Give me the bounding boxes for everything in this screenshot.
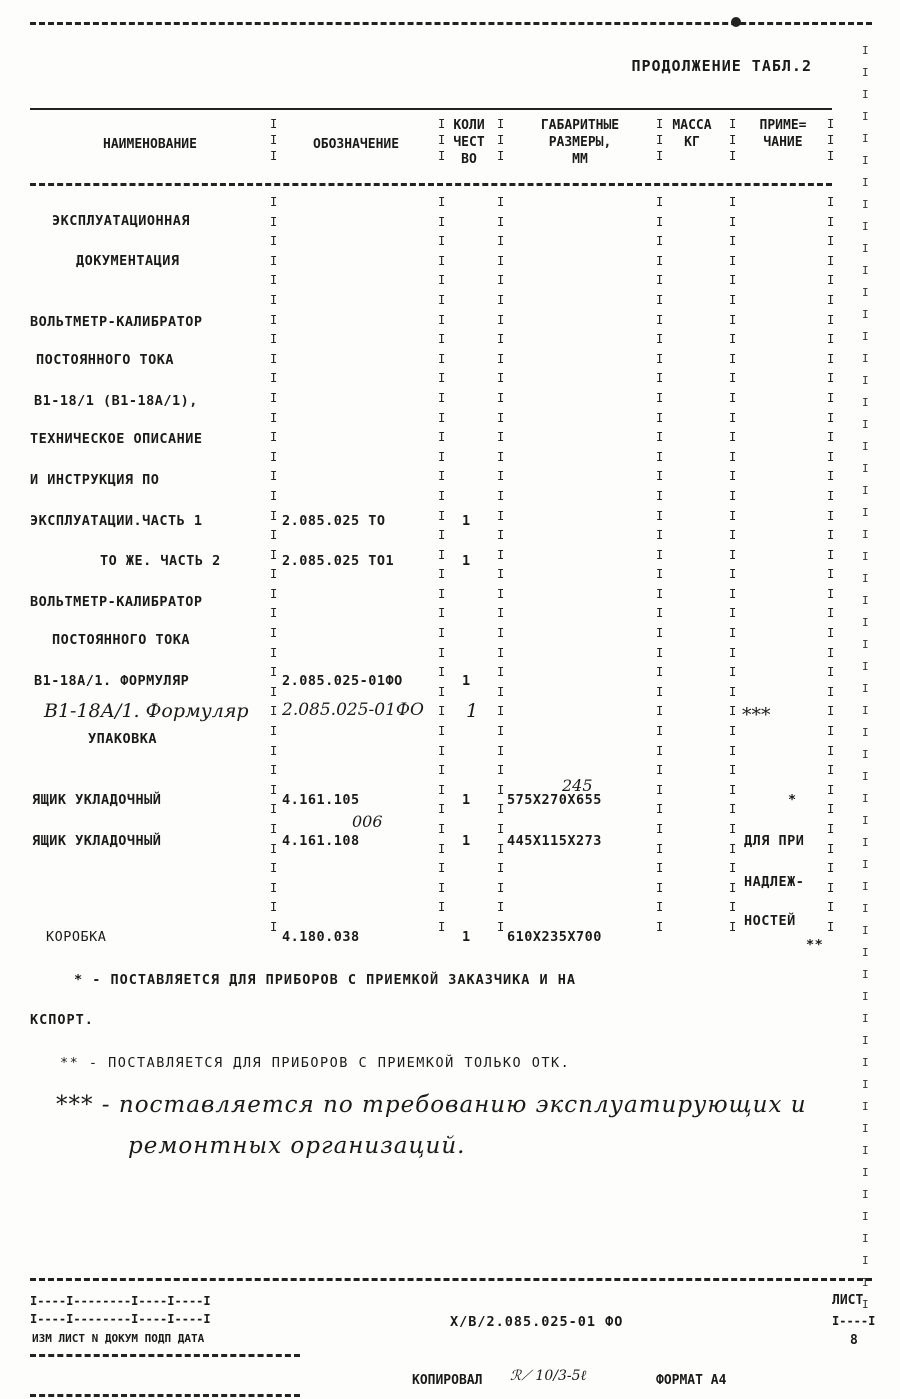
table-row	[30, 874, 840, 896]
sheet-label-rule: I----I	[832, 1314, 876, 1328]
correction-245: 245	[562, 776, 593, 795]
stamp-cols-label: ИЗМ ЛИСТ N ДОКУМ ПОДП ДАТА	[32, 1332, 205, 1345]
row-name: ЭКСПЛУАТАЦИОННАЯ	[52, 213, 191, 229]
row-designation: 4.180.038	[282, 929, 360, 945]
page-title: ПРОДОЛЖЕНИЕ ТАБЛ.2	[631, 57, 812, 75]
col-header-dims-l2: РАЗМЕРЫ,	[548, 135, 612, 150]
body-ruler-6: I I I I I I I I I I I I I I I I I I I I I I I I I I I I I I I I I I I I I I	[827, 195, 835, 934]
title-block-bottom-rule	[30, 1354, 300, 1357]
row-designation: 4.161.108	[282, 833, 360, 849]
row-note: *	[788, 792, 797, 808]
table-row	[30, 213, 840, 235]
hdr-sep-4: I I I	[656, 117, 664, 163]
body-ruler-3: I I I I I I I I I I I I I I I I I I I I I I I I I I I I I I I I I I I I I I	[497, 195, 505, 934]
hdr-sep-1: I I I	[270, 117, 278, 163]
table-row	[30, 673, 840, 695]
row-name: ПОСТОЯННОГО ТОКА	[52, 632, 191, 648]
row-designation: 2.085.025-01ФО	[282, 700, 424, 720]
col-header-mass-l1: МАССА	[672, 118, 712, 133]
table-row	[30, 632, 840, 654]
table-row	[30, 314, 840, 336]
row-dims: 610X235X700	[507, 929, 602, 945]
row-designation: 2.085.025-01ФО	[282, 673, 403, 689]
row-note: ***	[742, 704, 771, 726]
col-header-qty-l1: КОЛИ	[453, 118, 485, 133]
row-qty: 1	[462, 553, 471, 569]
body-ruler-4: I I I I I I I I I I I I I I I I I I I I I I I I I I I I I I I I I I I I I I	[656, 195, 664, 934]
body-ruler-2: I I I I I I I I I I I I I I I I I I I I I I I I I I I I I I I I I I I I I I	[438, 195, 446, 934]
row-name: И ИНСТРУКЦИЯ ПО	[30, 472, 160, 488]
copied-signature: ℛ⟋ 10/3-5ℓ	[510, 1368, 587, 1384]
format-label: ФОРМАТ А4	[656, 1373, 727, 1388]
document-code: Х/В/2.085.025-01 ФО	[450, 1314, 624, 1330]
row-designation: 4.161.105	[282, 792, 360, 808]
col-header-qty	[446, 117, 492, 168]
copied-label: КОПИРОВАЛ	[412, 1373, 483, 1388]
header-bottom-rule	[30, 183, 832, 186]
sheet-label: ЛИСТ	[832, 1293, 864, 1308]
row-name: ЭКСПЛУАТАЦИИ.ЧАСТЬ 1	[30, 513, 203, 529]
table-row	[30, 792, 840, 814]
row-name: ЯЩИК УКЛАДОЧНЫЙ	[32, 792, 162, 808]
col-header-dims-l3: ММ	[572, 152, 588, 167]
row-qty: 1	[462, 513, 471, 529]
row-name: УПАКОВКА	[88, 731, 158, 747]
hdr-sep-5: I I I	[729, 117, 737, 163]
correction-006: 006	[352, 812, 383, 831]
row-name: ТЕХНИЧЕСКОЕ ОПИСАНИЕ	[30, 431, 203, 447]
row-qty: 1	[462, 929, 471, 945]
hdr-sep-3: I I I	[497, 117, 505, 163]
hdr-sep-2: I I I	[438, 117, 446, 163]
row-note: НОСТЕЙ	[744, 913, 796, 929]
footnote-1-line-2: КСПОРТ.	[30, 1012, 94, 1028]
row-note: ДЛЯ ПРИ	[744, 833, 805, 849]
punch-dot	[731, 17, 741, 27]
row-dims: 445X115X273	[507, 833, 602, 849]
row-name: В1-18А/1. ФОРМУЛЯР	[34, 673, 190, 689]
footnote-2: ** - ПОСТАВЛЯЕТСЯ ДЛЯ ПРИБОРОВ С ПРИЕМКОЙ ТОЛЬКО ОТК.	[60, 1055, 571, 1071]
col-header-qty-l2: ЧЕСТ	[453, 135, 485, 150]
col-header-note-l2: ЧАНИЕ	[763, 135, 803, 150]
col-header-dims	[510, 117, 650, 168]
row-dims: 575X270X655	[507, 792, 602, 808]
footnote-3-line-2: ремонтных организаций.	[128, 1133, 466, 1159]
col-header-designation: ОБОЗНАЧЕНИЕ	[312, 137, 400, 152]
table-row	[30, 594, 840, 616]
row-qty: 1	[462, 833, 471, 849]
col-header-mass-l2: КГ	[684, 135, 700, 150]
row-qty: 1	[466, 700, 479, 722]
title-block-top-rule	[30, 1278, 872, 1281]
table-row	[30, 253, 840, 275]
body-ruler-5: I I I I I I I I I I I I I I I I I I I I I I I I I I I I I I I I I I I I I I	[729, 195, 737, 934]
body-ruler-1: I I I I I I I I I I I I I I I I I I I I I I I I I I I I I I I I I I I I I I	[270, 195, 278, 934]
stamp-grid: I----I--------I----I----I I----I--------I----I----I	[30, 1294, 211, 1326]
row-name: ВОЛЬТМЕТР-КАЛИБРАТОР	[30, 314, 203, 330]
row-name: ТО ЖЕ. ЧАСТЬ 2	[100, 553, 221, 569]
footnote-3-line-1: *** - поставляется по требованию эксплуатирующих и	[56, 1092, 807, 1118]
table-row	[30, 929, 840, 951]
row-designation: 2.085.025 ТО	[282, 513, 386, 529]
header-top-rule	[30, 108, 832, 110]
table-row	[30, 553, 840, 575]
right-margin-marks: I I I I I I I I I I I I I I I I I I I I I I I I I I I I I I I I I I I I I I I I I I I I I I I I I I I I I I I I I I	[862, 44, 869, 1311]
table-row	[30, 731, 840, 753]
table-row	[30, 431, 840, 453]
row-name: КОРОБКА	[46, 929, 107, 945]
row-name: В1-18/1 (В1-18А/1),	[34, 393, 198, 409]
row-name: ВОЛЬТМЕТР-КАЛИБРАТОР	[30, 594, 203, 610]
row-name: ПОСТОЯННОГО ТОКА	[36, 352, 175, 368]
row-note: **	[806, 937, 824, 953]
col-header-qty-l3: ВО	[461, 152, 477, 167]
col-header-name: НАИМЕНОВАНИЕ	[103, 137, 197, 152]
row-name: ЯЩИК УКЛАДОЧНЫЙ	[32, 833, 162, 849]
table-row-handwritten	[30, 700, 840, 728]
row-name: В1-18А/1. Формуляр	[44, 700, 249, 722]
bottom-border	[30, 1394, 300, 1397]
col-header-note-l1: ПРИМЕ=	[759, 118, 807, 133]
row-designation: 2.085.025 ТО1	[282, 553, 395, 569]
hdr-sep-6: I I I	[827, 117, 835, 163]
col-header-note	[740, 117, 826, 151]
table-row	[30, 472, 840, 494]
footnote-1-line-1: * - ПОСТАВЛЯЕТСЯ ДЛЯ ПРИБОРОВ С ПРИЕМКОЙ ЗАКАЗЧИКА И НА	[74, 972, 577, 988]
table-row	[30, 513, 840, 535]
top-border	[30, 22, 872, 25]
col-header-dims-l1: ГАБАРИТНЫЕ	[540, 118, 620, 133]
row-qty: 1	[462, 673, 471, 689]
row-note: НАДЛЕЖ-	[744, 874, 805, 890]
table-row	[30, 833, 840, 855]
row-qty: 1	[462, 792, 471, 808]
sheet-number: 8	[850, 1333, 858, 1348]
table-row	[30, 393, 840, 415]
table-row	[30, 352, 840, 374]
col-header-mass	[664, 117, 720, 151]
row-name: ДОКУМЕНТАЦИЯ	[76, 253, 180, 269]
